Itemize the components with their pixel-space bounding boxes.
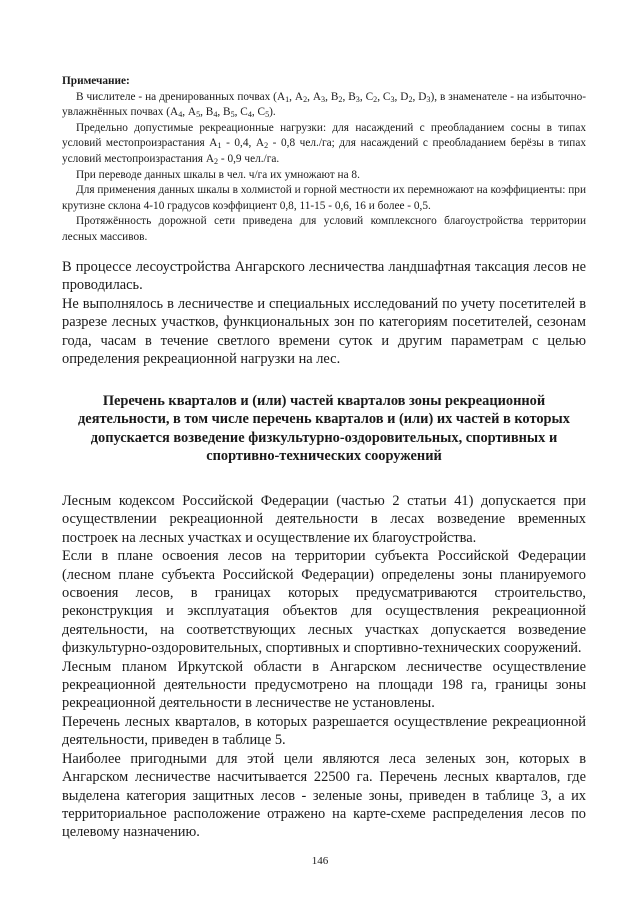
heading-line: допускается возведение физкультурно-оздоровительных, спортивных и (90, 429, 558, 446)
heading-line: деятельности, в том числе перечень кварталов и (или) их частей в которых (78, 411, 570, 428)
body-paragraph: Наиболее пригодными для этой цели являются леса зеленых зон, которых в Ангарском лесничестве насчитывается 22500 га. Перечень лесных кварталов, где выделена категория защитных лесов - зеленые зоны, приведен в таблице 3, а их территориальное расположение отражено на карте-схеме распределения лесов по целевому назначению. (62, 750, 586, 841)
section-heading (62, 392, 586, 466)
body-paragraph: В процессе лесоустройства Ангарского лесничества ландшафтная таксация лесов не проводилась. (62, 259, 586, 294)
body-paragraph: Лесным кодексом Российской Федерации (частью 2 статьи 41) допускается при осуществлении рекреационной деятельности в лесах возведение временных построек на лесных участках и осуществление их благоустройства. (62, 493, 586, 546)
note-paragraph: Для применения данных шкалы в холмистой и горной местности их перемножают на коэффициенты: при крутизне склона 4-10 градусов коэффициент 0,8, 11-15 - 0,6, 16 и более - 0,5. (62, 184, 586, 212)
note-paragraph: Протяжённость дорожной сети приведена для условий комплексного благоустройства территории лесных массивов. (62, 215, 586, 243)
body-paragraph: Лесным планом Иркутской области в Ангарском лесничестве осуществление рекреационной деятельности предусмотрено на площади 198 га, границы зоны рекреационной деятельности в лесничестве не установлены. (62, 658, 586, 712)
note-paragraph: В числителе - на дренированных почвах ($А_1$, $А_2$, $А_3$, $В_2$, $В_3$, $С_2$, $С_3$, $D_2$, $D_3$), в знаменателе - на избыточно-увлажнённых почвах ($А_4$, $А_5$, $В_4$, $В_5$, $С_4$, $С_5$). (62, 90, 587, 120)
heading-line: спортивно-технических сооружений (206, 448, 442, 465)
page-number: 146 (311, 855, 329, 867)
note-paragraph: Предельно допустимые рекреационные нагрузки: для насаждений с преобладанием сосны в типах условий местопроизрастания $А_1 - 0,4$, $А_2 - 0,8$ чел./га; для насаждений с преобладанием берёзы в типах условий местопроизрастания $А_2 - 0,9$ чел./га. (62, 121, 587, 166)
note-title: Примечание: (62, 75, 130, 87)
body-paragraph: Если в плане освоения лесов на территории субъекта Российской Федерации (лесном плане субъекта Российской Федерации) определены зоны планируемого освоения лесов, в границах которых предусматриваются строительство, реконструкция и эксплуатация объектов для осуществления рекреационной деятельности, на соответствующих лесных участках допускается возведение физкультурно-оздоровительных, спортивных и спортивно-технических сооружений. (62, 548, 586, 657)
heading-line: Перечень кварталов и (или) частей кварталов зоны рекреационной (102, 393, 546, 409)
main-block (62, 492, 586, 842)
note-paragraph: При переводе данных шкалы в чел. ч/га их умножают на 8. (76, 168, 360, 181)
note-block (62, 74, 586, 246)
intro-block (62, 258, 586, 368)
body-paragraph: Перечень лесных кварталов, в которых разрешается осуществление рекреационной деятельности, приведен в таблице 5. (62, 713, 586, 749)
body-paragraph: Не выполнялось в лесничестве и специальных исследований по учету посетителей в разрезе лесных участков, функциональных зон по категориям посетителей, сезонам года, часам в течение светлого времени суток и другим параметрам с целью определения рекреационной нагрузки на лес. (62, 295, 586, 368)
